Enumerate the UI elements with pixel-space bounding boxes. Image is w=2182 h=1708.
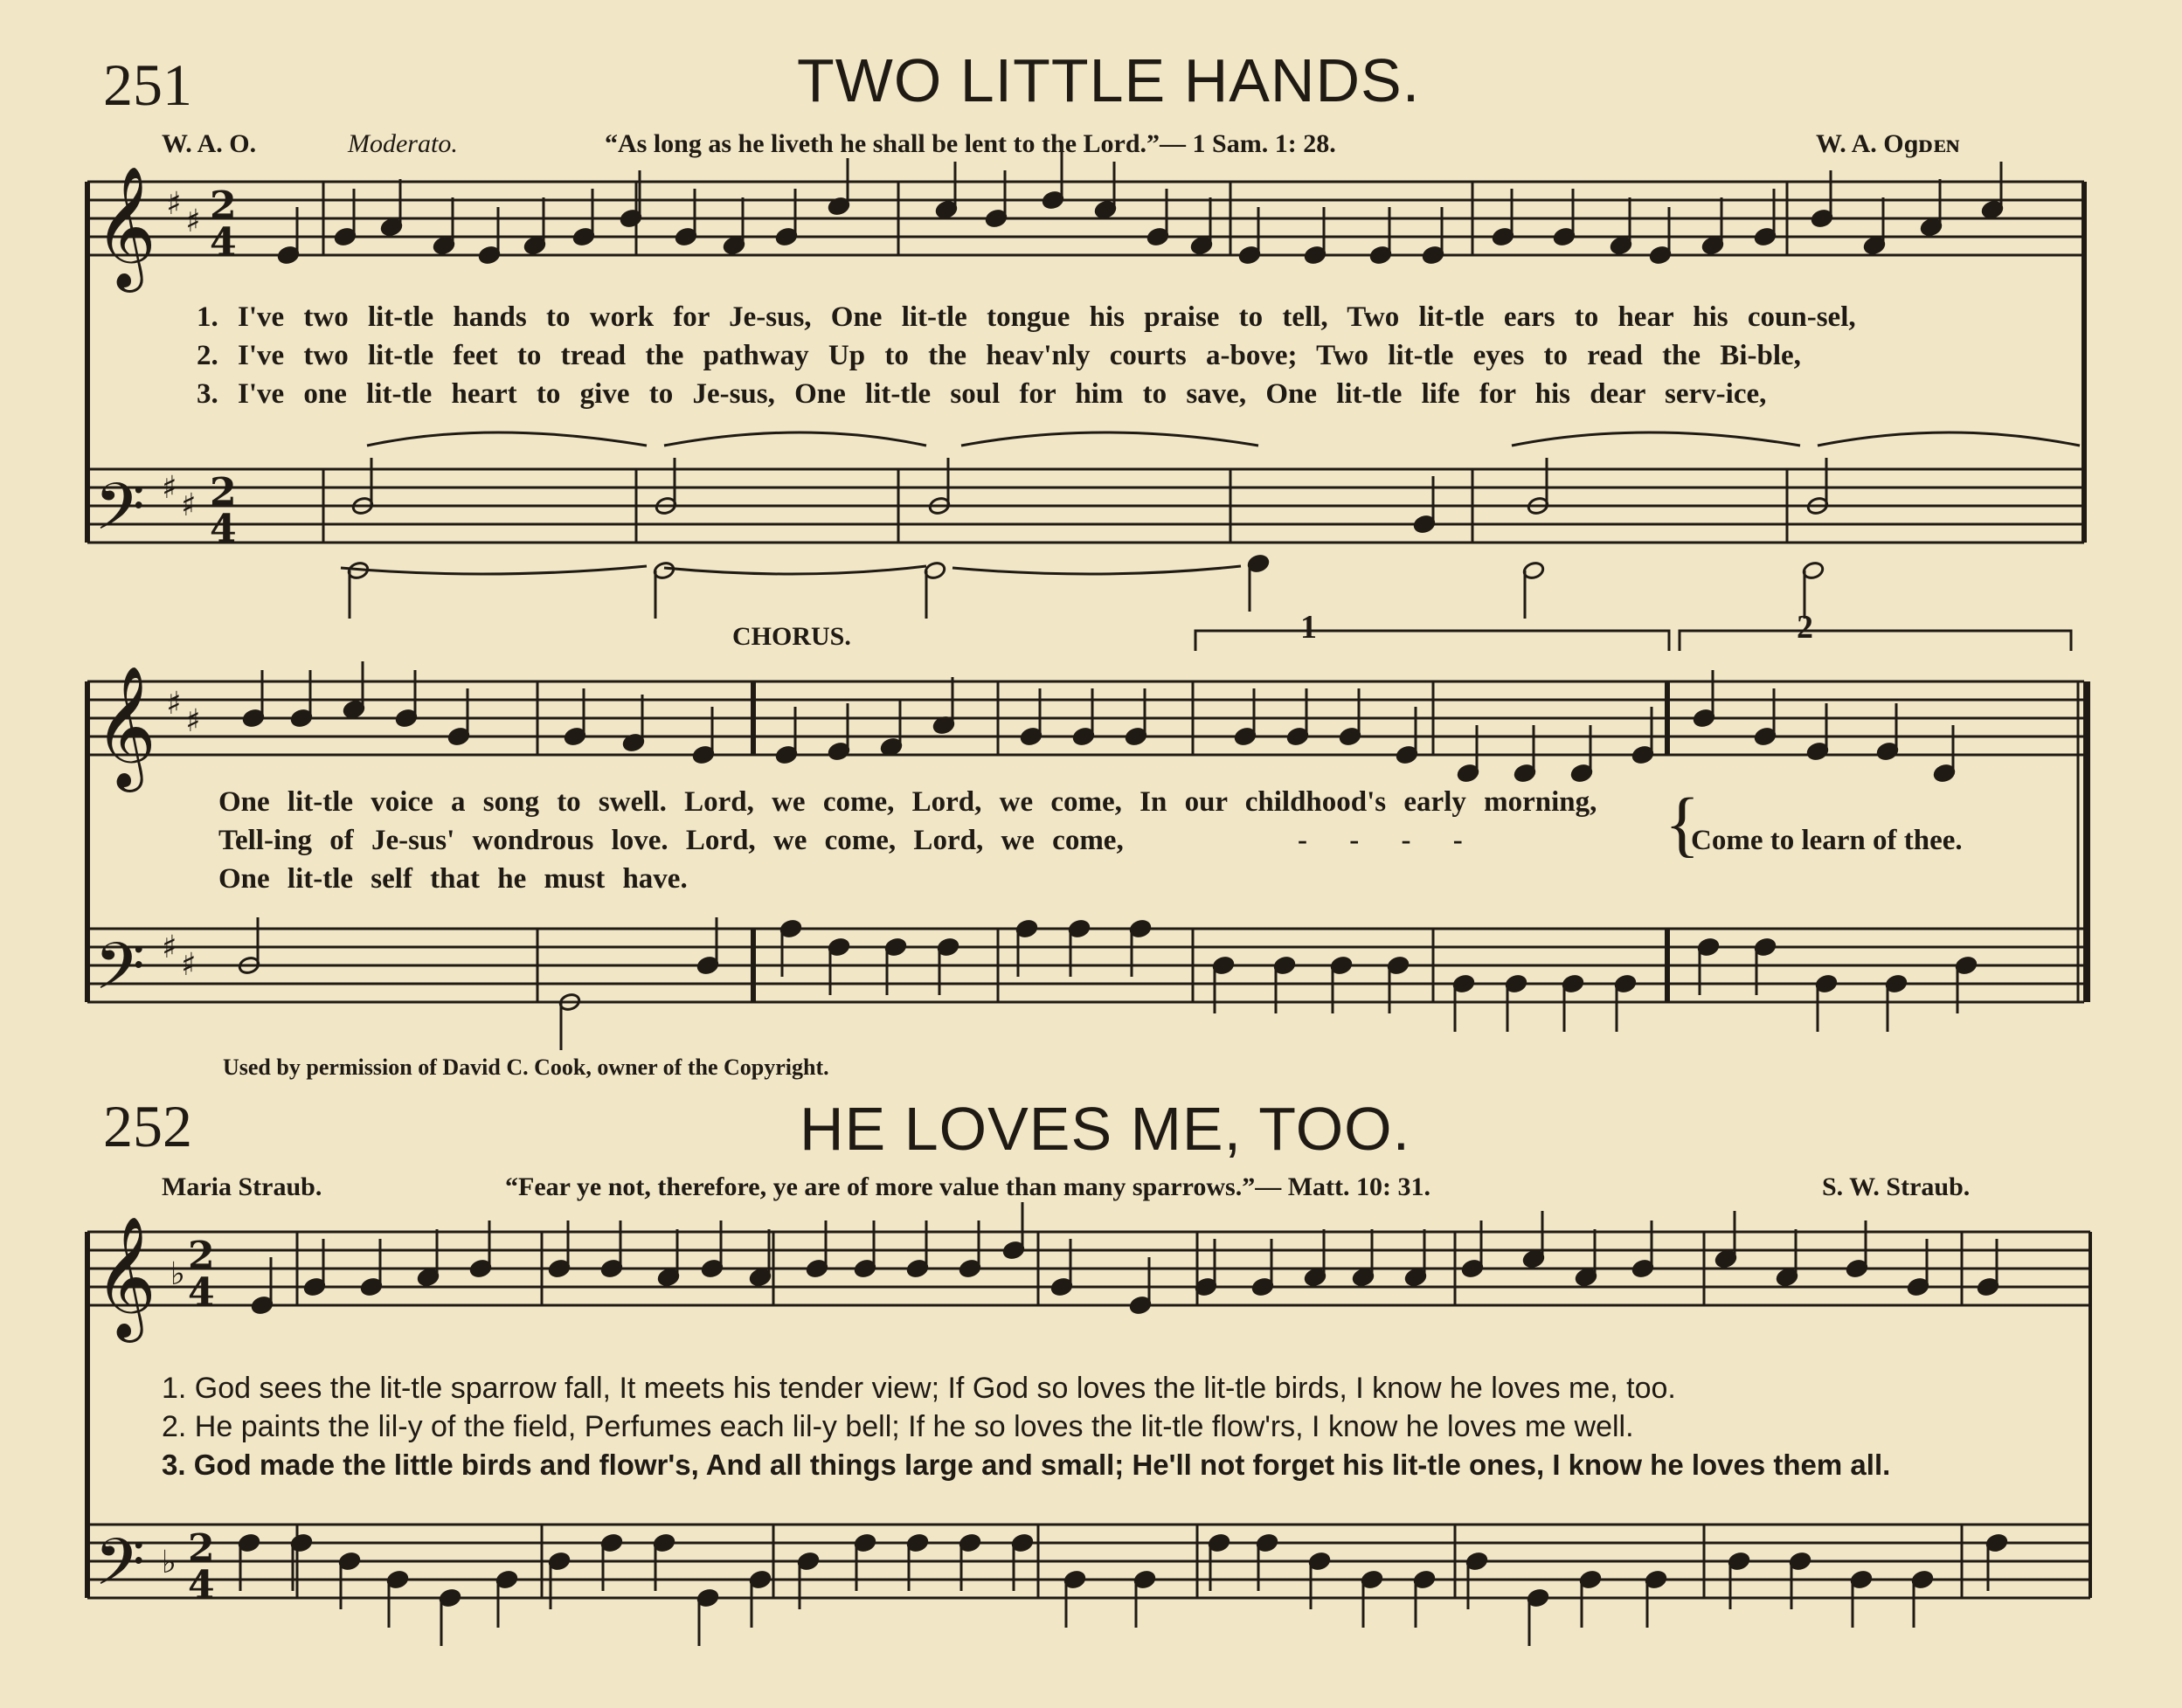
staff-252-treble <box>87 1232 2090 1305</box>
first-ending: 1 <box>1300 609 1317 646</box>
svg-text:2: 2 <box>188 1234 215 1278</box>
note <box>1190 197 1213 255</box>
note <box>932 677 955 735</box>
note <box>1575 1229 1597 1287</box>
verse-1-line-a: 1. I've two lit-tle hands to work for Je-sus, One lit-tle tongue his praise to tell, Two lit-tle ears to hear his coun-sel, <box>197 301 1856 333</box>
svg-text:𝄢: 𝄢 <box>94 929 145 1020</box>
note <box>1527 1588 1549 1646</box>
svg-text:𝄢: 𝄢 <box>94 469 145 561</box>
second-ending: 2 <box>1797 609 1813 646</box>
note <box>380 179 403 237</box>
note <box>1247 554 1270 612</box>
svg-text:♯: ♯ <box>162 470 177 506</box>
note <box>935 162 958 219</box>
note <box>1776 1229 1798 1287</box>
note <box>1304 1229 1327 1287</box>
svg-text:4: 4 <box>210 507 237 551</box>
tempo-marking: Moderato. <box>348 129 458 158</box>
note <box>1522 1211 1545 1269</box>
note <box>880 699 903 757</box>
svg-text:2: 2 <box>210 470 237 515</box>
scripture-reference: “As long as he liveth he shall be lent to the Lord.”— 1 Sam. 1: 28. <box>605 129 1336 158</box>
note <box>657 1229 680 1287</box>
svg-text:𝄞: 𝄞 <box>94 666 156 787</box>
hymn-title: TWO LITTLE HANDS. <box>797 46 1421 114</box>
note <box>523 197 546 255</box>
note <box>343 661 365 719</box>
note <box>1352 1229 1375 1287</box>
note <box>1876 703 1899 761</box>
verse-2-line-b: Tell-ing of Je-sus' wondrous love. Lord, we come, Lord, we come, <box>218 825 1124 856</box>
verse-3-line-b: One lit-tle self that he must have. <box>218 863 688 895</box>
note <box>1094 162 1117 219</box>
svg-text:4: 4 <box>188 1563 215 1608</box>
note <box>1522 561 1545 619</box>
note <box>924 561 946 619</box>
hymn-composer-252: S. W. Straub. <box>1822 1172 1971 1201</box>
svg-text:♯: ♯ <box>166 186 182 222</box>
hymn-author: W. A. O. <box>162 129 257 158</box>
svg-text:♭: ♭ <box>170 1256 185 1292</box>
chorus-label: CHORUS. <box>732 622 851 651</box>
verse-2-252: 2. He paints the lil-y of the field, Perfumes each lil-y bell; If he so loves the lit-tle flow'rs, I know he loves me well. <box>162 1410 1634 1443</box>
hymn-number-252: 252 <box>103 1093 192 1159</box>
hymn-composer: W. A. Oɡᴅᴇɴ <box>1816 129 1960 158</box>
note <box>1981 162 2004 219</box>
verse-1-252: 1. God sees the lit-tle sparrow fall, It meets his tender view; If God so loves the lit-tle birds, I know he loves me, too. <box>162 1372 1676 1405</box>
note <box>1404 1229 1427 1287</box>
verse-3-252: 3. God made the little birds and flowr's, And all things large and small; He'll not forget his lit-tle ones, I know he loves them all. <box>162 1449 1891 1481</box>
svg-text:♭: ♭ <box>162 1545 177 1580</box>
note <box>1920 179 1943 237</box>
verse-2-dashes: - - - - <box>1298 825 1463 856</box>
verse-2-line-a: 2. I've two lit-tle feet to tread the pathway Up to the heav'nly courts a-bove; Two lit-tle eyes to read the Bi-ble, <box>197 340 1801 371</box>
svg-text:♯: ♯ <box>166 686 182 722</box>
svg-text:𝄞: 𝄞 <box>94 166 156 287</box>
verse-brace: { <box>1665 784 1701 865</box>
scripture-reference-252: “Fear ye not, therefore, ye are of more value than many sparrows.”— Matt. 10: 31. <box>505 1172 1430 1201</box>
hymn-title-252: HE LOVES ME, TOO. <box>800 1095 1411 1163</box>
note <box>439 1588 461 1646</box>
svg-text:2: 2 <box>188 1526 215 1571</box>
svg-text:2: 2 <box>210 183 237 228</box>
svg-text:♯: ♯ <box>162 930 177 965</box>
verse-3-line-a: 3. I've one lit-tle heart to give to Je-sus, One lit-tle soul for him to save, One lit-tle life for his dear serv-ice, <box>197 378 1767 410</box>
copyright-notice: Used by permission of David C. Cook, owner of the Copyright. <box>223 1055 829 1080</box>
svg-text:♯: ♯ <box>185 703 201 739</box>
note <box>1714 1211 1737 1269</box>
staff-251-1-bass <box>87 469 2084 543</box>
note <box>696 1588 719 1646</box>
svg-text:4: 4 <box>210 220 237 265</box>
svg-text:𝄢: 𝄢 <box>94 1525 145 1616</box>
svg-text:𝄞: 𝄞 <box>94 1216 156 1338</box>
verse-1-line-b: One lit-tle voice a song to swell. Lord, we come, Lord, we come, In our childhood's early morning, <box>218 786 1597 818</box>
svg-text:♯: ♯ <box>185 204 201 239</box>
note <box>723 197 745 255</box>
verse-2-line-b-end: Come to learn of thee. <box>1691 825 1963 856</box>
note <box>433 197 455 255</box>
note <box>1701 197 1724 255</box>
note <box>749 1229 772 1287</box>
note <box>1863 197 1886 255</box>
note <box>1806 703 1829 761</box>
staff-251-2-bass <box>87 929 2084 1002</box>
hymn-number: 251 <box>103 52 192 118</box>
note <box>828 158 850 216</box>
hymn-author-252: Maria Straub. <box>162 1172 322 1201</box>
note <box>417 1229 440 1287</box>
svg-text:4: 4 <box>188 1270 215 1315</box>
note <box>622 695 645 752</box>
svg-text:♯: ♯ <box>181 947 197 983</box>
staff-251-1-treble <box>87 182 2084 255</box>
note <box>828 703 850 761</box>
svg-text:♯: ♯ <box>181 488 197 523</box>
note <box>1610 197 1632 255</box>
